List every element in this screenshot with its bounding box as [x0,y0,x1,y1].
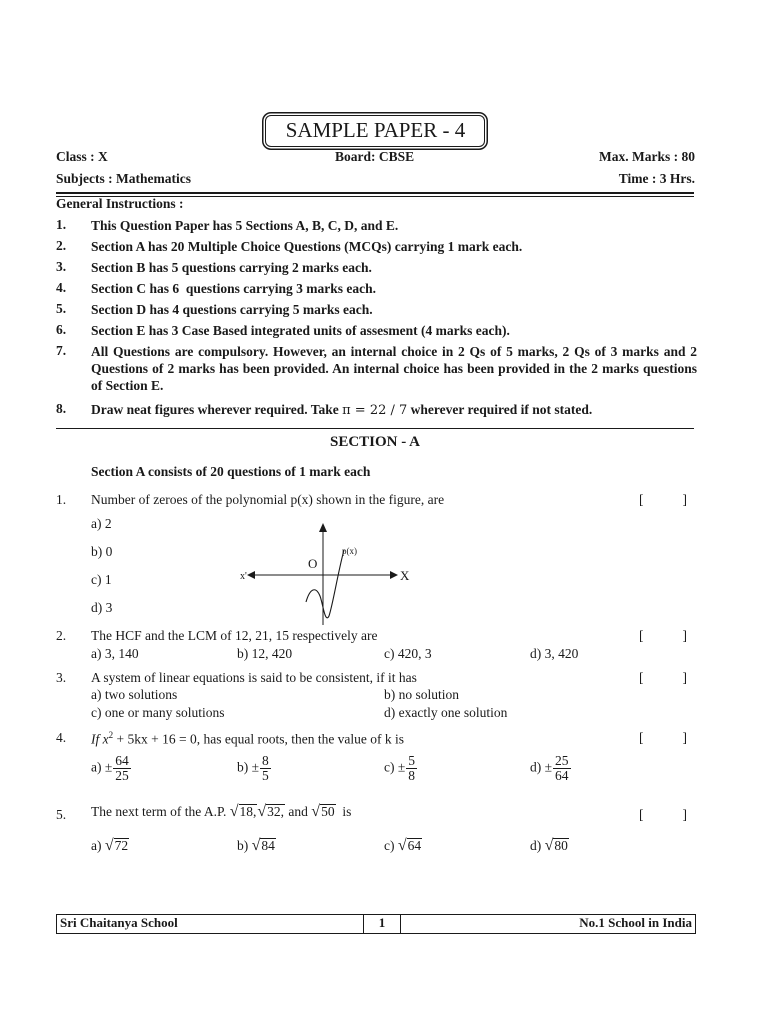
header-divider [56,192,694,194]
option-d: d) ± $\frac{25}{64}$ [530,753,569,783]
instruction-number: 6. [56,322,67,337]
option-a: a) 3, 140 [91,646,139,661]
question-text: If $x^2 + 5kx + 16 = 0$, has equal roots, then the value of k is [91,730,405,747]
option-a: a) 2 [91,516,112,531]
option-d: d) √ 80 [530,837,568,854]
answer-bracket: [ ] [639,670,687,685]
option-b: b) ± $\frac{8}{5}$ [237,753,269,783]
instruction-number: 5. [56,301,67,316]
question-number: 1. [56,492,67,507]
option-c: c) 1 [91,572,112,587]
instruction-number: 3. [56,259,67,274]
question-number: 5. [56,807,67,822]
instruction-text: All Questions are compulsory. However, an internal choice in 2 Qs of 5 marks, 2 Qs of 3 marks and 2 Questions of 2 marks has been provided. An internal choice has been provided in the 2 marks questions of Section E. [91,344,697,393]
option-c: c) ± $\frac{5}{8}$ [384,753,416,783]
answer-bracket: [ ] [639,492,687,507]
question-text: The next term of the A.P. √ 18, √ 32, and √ 50 is [91,803,352,820]
option-b: b) 0 [91,544,113,559]
option-c: c) √ 64 [384,837,422,854]
instructions-heading: General Instructions : [56,196,184,211]
instruction-text: Section B has 5 questions carrying 2 marks each. [91,260,372,275]
option-c: c) 420, 3 [384,646,432,661]
option-a: a) √ 72 [91,837,129,854]
instruction-number: 7. [56,343,67,358]
x-right-label: X [400,568,410,583]
x-axis-arrow-left [247,571,255,579]
answer-bracket: [ ] [639,730,687,745]
instruction-text: Draw neat figures wherever required. Take π = 22 / 7 wherever required if not stated. [91,402,593,418]
time-label: Time : 3 Hrs. [618,171,695,186]
x-axis-arrow-right [390,571,398,579]
instruction-text: Section C has 6 questions carrying 3 marks each. [91,281,377,296]
question-number: 3. [56,670,67,685]
y-axis-arrow [319,523,327,532]
instruction-number: 4. [56,280,67,295]
option-a: a) two solutions [91,687,178,702]
subject-label: Subjects : Mathematics [56,171,191,186]
footer-tagline: No.1 School in India [579,915,692,930]
question-text: Number of zeroes of the polynomial p(x) shown in the figure, are [91,492,445,507]
footer-page-number: 1 [363,915,401,933]
class-label: Class : X [56,149,108,164]
instruction-text: Section A has 20 Multiple Choice Questions (MCQs) carrying 1 mark each. [91,239,523,254]
pi-formula: π = 22 / 7 [342,403,408,418]
question-number: 2. [56,628,67,643]
footer-school: Sri Chaitanya School [60,915,178,930]
question-text: A system of linear equations is said to be consistent, if it has [91,670,417,685]
origin-label: O [308,556,318,571]
question-text: The HCF and the LCM of 12, 21, 15 respectively are [91,628,378,643]
instruction-number: 2. [56,238,67,253]
option-b: b) √ 84 [237,837,275,854]
instruction-text: Section D has 4 questions carrying 5 marks each. [91,302,373,317]
option-b: b) no solution [384,687,460,702]
option-d: d) 3 [91,600,113,615]
max-marks-label: Max. Marks : 80 [599,149,695,164]
instruction-number: 1. [56,217,67,232]
section-heading: SECTION - A [329,434,421,450]
x-left-label: x' [240,571,247,582]
option-b: b) 12, 420 [237,646,293,661]
question-number: 4. [56,730,67,745]
answer-bracket: [ ] [639,628,687,643]
section-divider [56,428,694,429]
curve-label: p(x) [342,546,357,556]
option-d: d) 3, 420 [530,646,579,661]
instruction-number: 8. [56,401,67,416]
instruction-text: This Question Paper has 5 Sections A, B, C, D, and E. [91,218,399,233]
option-c: c) one or many solutions [91,705,225,720]
page-title: SAMPLE PAPER - 4 [285,118,466,142]
section-subheading: Section A consists of 20 questions of 1 mark each [91,464,371,479]
page-footer [56,914,696,934]
instruction-text: Section E has 3 Case Based integrated units of assesment (4 marks each). [91,323,510,338]
option-a: a) ± $\frac{64}{25}$ [91,753,129,783]
option-d: d) exactly one solution [384,705,508,720]
board-label: Board: CBSE [335,149,415,164]
answer-bracket: [ ] [639,807,687,822]
polynomial-graph [230,520,420,630]
